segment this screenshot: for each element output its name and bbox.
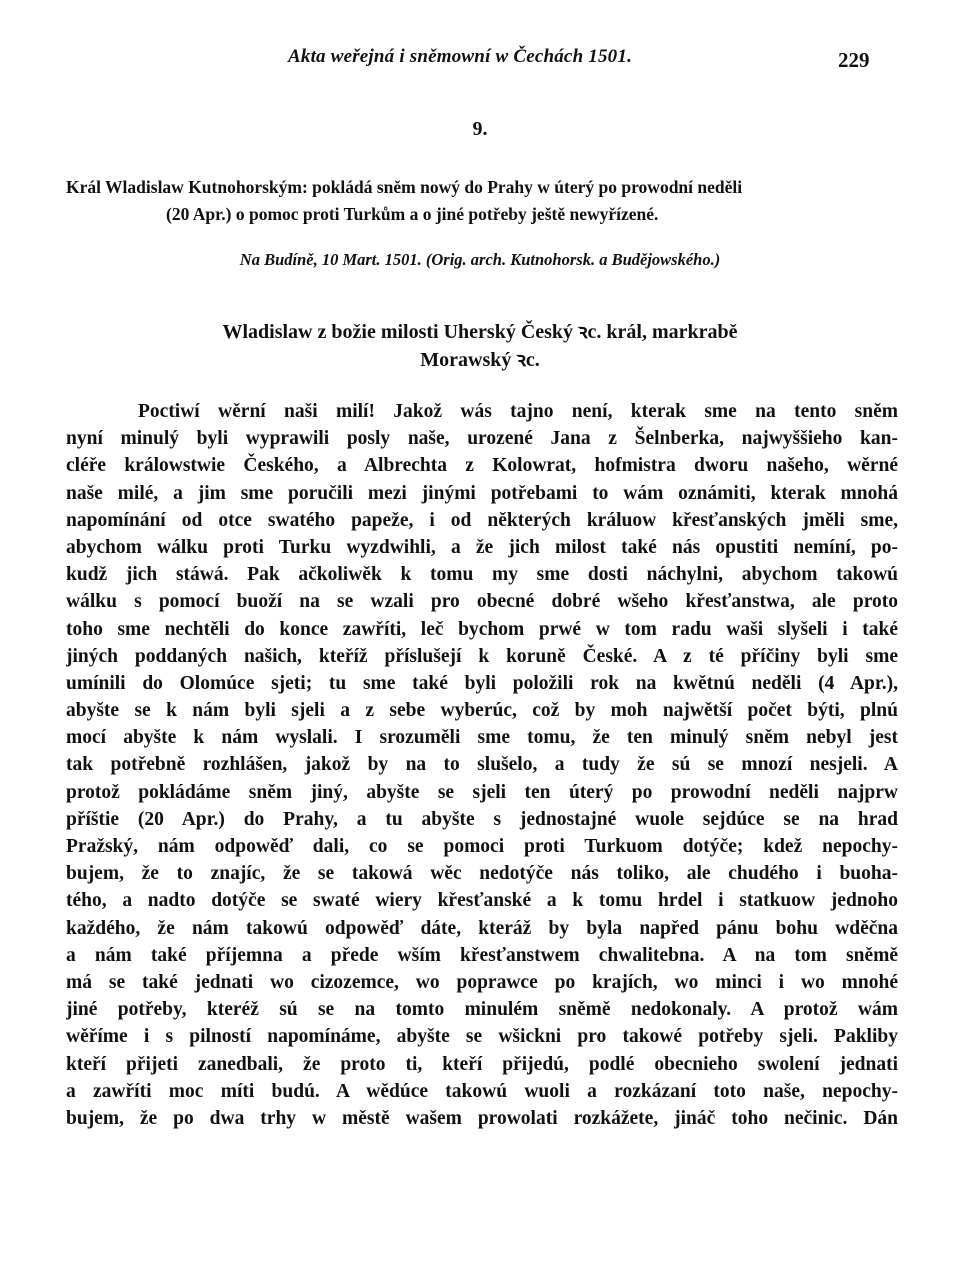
body-line: a zawříti moc míti budú. A wědúce takowú wuoli a rozkázaní toto naše, nepochy- bbox=[66, 1080, 898, 1102]
body-line: abychom wálku proti Turku wyzdwihli, a že jich milost také nás opustiti nemíní, po- bbox=[66, 536, 898, 558]
body-line: kteří přijeti zanedbali, že proto ti, kteří přijedú, podlé obecnieho swolení jednati bbox=[66, 1053, 898, 1075]
body-line: protož pokládáme sněm jiný, abyšte se sjeli ten úterý po prowodní neděli najprw bbox=[66, 781, 898, 803]
body-line: wěříme i s pilností napomínáme, abyšte se wšickni pro takowé potřeby sjeli. Pakliby bbox=[66, 1026, 898, 1048]
regest-line: Král Wladislaw Kutnohorským: pokládá sněm nowý do Prahy w úterý po prowodní neděli bbox=[66, 177, 743, 197]
body-line: kudž jich stáwá. Pak ačkoliwěk k tomu my sme dosti náchylni, abychom takowú bbox=[66, 564, 898, 586]
intitulatio-line: Morawský ꝛc. bbox=[420, 349, 540, 371]
intitulatio bbox=[0, 318, 960, 374]
body-line: mocí abyšte k nám wyslali. I srozuměli sme tomu, že ten minulý sněm nebyl jest bbox=[66, 727, 898, 749]
body-line: bujem, že to znajíc, že se takowá wěc nedotýče nás toliko, ale chudého i buoha- bbox=[66, 863, 898, 885]
body-line: tého, a nadto dotýče se swaté wiery křesťanské a k tomu hrdel i statkuow jednoho bbox=[66, 890, 898, 912]
running-title: Akta weřejná i sněmowní w Čechách 1501. bbox=[288, 46, 633, 67]
regest-summary bbox=[66, 174, 898, 228]
body-line: napomínání od otce swatého papeže, i od některých králuow křesťanských jměli sme, bbox=[66, 509, 898, 531]
body-line: nyní minulý byli wyprawili posly naše, urozené Jana z Šelnberka, najwyššieho kan- bbox=[66, 428, 898, 450]
body-line: bujem, že po dwa trhy w městě wašem prowolati rozkážete, jináč toho nečinic. Dán bbox=[66, 1107, 898, 1129]
body-line: Poctiwí wěrní naši milí! Jakož wás tajno není, kterak sme na tento sněm bbox=[138, 401, 898, 422]
body-line: toho sme nechtěli do konce zawříti, leč bychom prwé w tom radu waši slyšeli i také bbox=[66, 618, 898, 640]
body-line: tak potřebně rozhlášen, jakož by na to slušelo, a tudy že sú se mnozí nesjeli. A bbox=[66, 754, 898, 776]
body-line: naše milé, a jim sme poručili mezi jinými potřebami to wám oznámiti, kterak mnohá bbox=[66, 482, 898, 504]
body-line: příštie (20 Apr.) do Prahy, a tu abyšte s jednostajné wuole sejdúce se na hrad bbox=[66, 808, 898, 830]
letter-body bbox=[66, 398, 898, 1132]
body-line: a nám také příjemna a předе wším křesťanstwem chwalitebna. A na tom sněmě bbox=[66, 944, 898, 966]
body-line: wálku s pomocí buoží na se wzali pro obecné dobré wšeho křesťanstwa, ale proto bbox=[66, 591, 898, 613]
regest-line: (20 Apr.) o pomoc proti Turkům a o jiné potřeby ještě newyřízené. bbox=[166, 204, 659, 224]
body-line: abyšte se k nám byli sjeli a z sebe wyberúc, což by moh najwětší počet býti, plnú bbox=[66, 700, 898, 722]
body-line: jiné potřeby, kteréž sú se na tomto minulém sněmě nedokonaly. A protož wám bbox=[66, 999, 898, 1021]
page-number: 229 bbox=[838, 48, 870, 72]
body-line: umínili do Olomúce sjeti; tu sme také byli položili rok na kwětnú neděli (4 Apr.), bbox=[66, 672, 898, 694]
body-line: cléře králowstwie Českého, a Albrechta z Kolowrat, hofmistra dworu našeho, wěrné bbox=[66, 455, 898, 477]
running-head bbox=[0, 46, 960, 76]
dateline: Na Budíně, 10 Mart. 1501. (Orig. arch. Kutnohorsk. a Budějowského.) bbox=[239, 250, 721, 269]
document-number: 9. bbox=[472, 118, 488, 140]
intitulatio-line: Wladislaw z božie milosti Uherský Český ꝛc. král, markrabě bbox=[222, 321, 738, 343]
body-line: má se také jednati wo cizozemce, wo poprawce po krajích, wo minci i wo mnohé bbox=[66, 971, 898, 993]
body-line: každého, že nám takowú odpowěď dáte, kteráž by byla napřed pánu bohu wděčna bbox=[66, 917, 898, 939]
body-line: jiných poddaných našich, kteříž příslušejí k koruně České. A z té příčiny byli sme bbox=[66, 645, 898, 667]
body-line: Pražský, nám odpowěď dali, co se pomoci proti Turkuom dotýče; kdež nepochy- bbox=[66, 836, 898, 857]
